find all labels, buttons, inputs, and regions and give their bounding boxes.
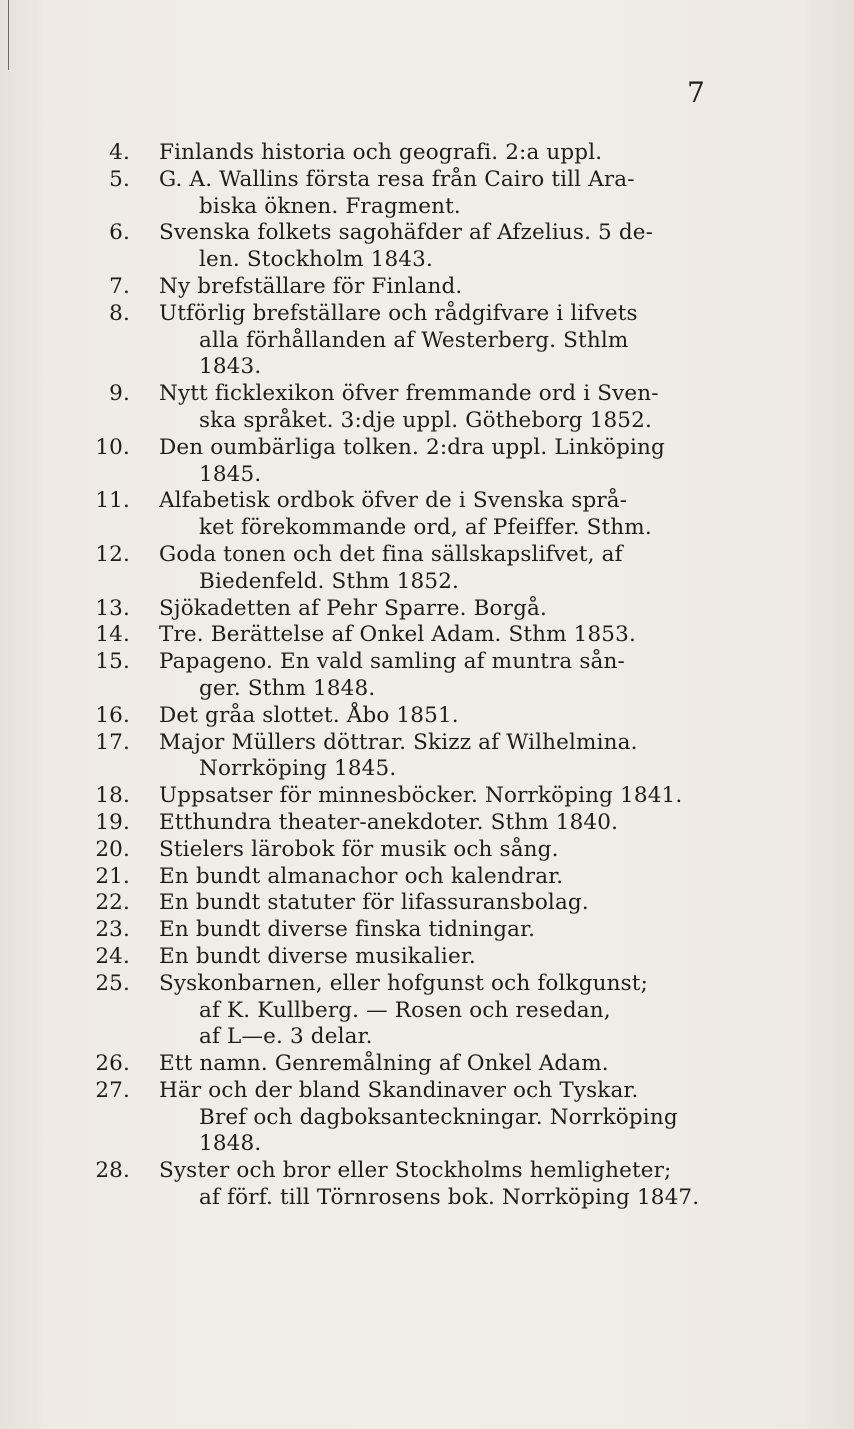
entry-text-continuation: len. Stockholm 1843. — [199, 247, 433, 273]
entry-text: En bundt diverse finska tidningar. — [159, 917, 536, 943]
entry-text-continuation: alla förhållanden af Westerberg. Sthlm — [199, 327, 629, 353]
catalog-entry — [0, 703, 854, 730]
entry-number: 27. — [95, 1077, 130, 1103]
entry-text-continuation: ger. Sthm 1848. — [199, 675, 376, 701]
entry-text: Finlands historia och geografi. 2:a uppl. — [159, 140, 603, 165]
entry-number: 6. — [109, 220, 130, 246]
catalog-entry — [0, 837, 854, 864]
catalog-entry — [0, 435, 854, 489]
catalog-entry — [0, 917, 854, 944]
entry-number: 22. — [95, 890, 130, 916]
catalog-entry — [0, 730, 854, 784]
catalog-entry-list — [0, 140, 854, 1212]
entry-text: En bundt statuter för lifassuransbolag. — [159, 890, 589, 916]
entry-text: Här och der bland Skandinaver och Tyskar. — [159, 1077, 639, 1103]
entry-number: 16. — [95, 702, 130, 728]
entry-text: G. A. Wallins första resa från Cairo till Ara- — [159, 166, 635, 192]
entry-text: Utförlig brefställare och rådgifvare i lifvets — [159, 300, 638, 326]
entry-text: Uppsatser för minnesböcker. Norrköping 1841. — [159, 783, 683, 809]
catalog-entry — [0, 864, 854, 891]
entry-text: En bundt diverse musikalier. — [159, 943, 476, 969]
catalog-entry — [0, 542, 854, 596]
entry-text-continuation: af L—e. 3 delar. — [199, 1024, 373, 1050]
entry-text: Nytt ficklexikon öfver fremmande ord i Sven- — [159, 381, 659, 407]
catalog-entry — [0, 1158, 854, 1212]
entry-text-continuation: Bref och dagboksanteckningar. Norrköping — [199, 1104, 678, 1130]
entry-number: 24. — [95, 943, 130, 969]
entry-text: Alfabetisk ordbok öfver de i Svenska språ- — [159, 488, 628, 514]
catalog-entry — [0, 1078, 854, 1158]
catalog-entry — [0, 596, 854, 623]
catalog-entry — [0, 1051, 854, 1078]
catalog-entry — [0, 622, 854, 649]
entry-text-continuation: 1848. — [199, 1131, 262, 1157]
entry-text: Ett namn. Genremålning af Onkel Adam. — [159, 1051, 609, 1077]
catalog-entry — [0, 810, 854, 837]
entry-text-continuation: 1843. — [199, 354, 262, 380]
catalog-entry — [0, 649, 854, 703]
entry-text-continuation: Biedenfeld. Sthm 1852. — [199, 568, 460, 594]
entry-text-continuation: af förf. till Törnrosens bok. Norrköping 1847. — [199, 1185, 700, 1211]
entry-number: 17. — [95, 729, 130, 755]
catalog-entry — [0, 890, 854, 917]
entry-number: 26. — [95, 1051, 130, 1077]
entry-number: 14. — [95, 622, 130, 648]
entry-number: 25. — [95, 970, 130, 996]
entry-text-continuation: ket förekommande ord, af Pfeiffer. Sthm. — [199, 515, 652, 541]
scan-edge-line — [8, 0, 9, 70]
catalog-entry — [0, 381, 854, 435]
entry-number: 10. — [95, 434, 130, 460]
entry-number: 12. — [95, 541, 130, 567]
page-number: 7 — [687, 76, 705, 109]
catalog-entry — [0, 167, 854, 221]
entry-number: 20. — [95, 836, 130, 862]
entry-number: 8. — [109, 300, 130, 326]
entry-text: Sjökadetten af Pehr Sparre. Borgå. — [159, 595, 547, 621]
entry-number: 19. — [95, 809, 130, 835]
entry-text: En bundt almanachor och kalendrar. — [159, 863, 564, 889]
entry-number: 7. — [109, 273, 130, 299]
entry-number: 21. — [95, 863, 130, 889]
entry-text: Ny brefställare för Finland. — [159, 273, 463, 299]
entry-text-continuation: af K. Kullberg. — Rosen och resedan, — [199, 997, 611, 1023]
entry-number: 11. — [95, 488, 130, 514]
entry-text-continuation: biska öknen. Fragment. — [199, 193, 461, 219]
catalog-entry — [0, 488, 854, 542]
catalog-entry — [0, 301, 854, 381]
catalog-entry — [0, 140, 854, 167]
entry-text: Svenska folkets sagohäfder af Afzelius. 5 de- — [159, 220, 654, 246]
entry-text: Syskonbarnen, eller hofgunst och folkgunst; — [159, 970, 648, 996]
catalog-entry — [0, 971, 854, 1051]
entry-number: 5. — [109, 166, 130, 192]
entry-text: Major Müllers döttrar. Skizz af Wilhelmina. — [159, 729, 638, 755]
entry-text: Den oumbärliga tolken. 2:dra uppl. Linköping — [159, 434, 665, 460]
entry-number: 13. — [95, 595, 130, 621]
entry-text: Syster och bror eller Stockholms hemligheter; — [159, 1158, 672, 1184]
entry-text: Goda tonen och det fina sällskapslifvet, af — [159, 541, 623, 567]
entry-text-continuation: 1845. — [199, 461, 262, 487]
entry-text: Stielers lärobok för musik och sång. — [159, 836, 559, 862]
entry-number: 9. — [109, 381, 130, 407]
entry-text: Tre. Berättelse af Onkel Adam. Sthm 1853. — [159, 622, 636, 648]
entry-text-continuation: ska språket. 3:dje uppl. Götheborg 1852. — [199, 407, 652, 433]
entry-text: Etthundra theater-anekdoter. Sthm 1840. — [159, 809, 619, 835]
catalog-entry — [0, 944, 854, 971]
entry-number: 28. — [95, 1158, 130, 1184]
entry-text-continuation: Norrköping 1845. — [199, 756, 397, 782]
catalog-entry — [0, 220, 854, 274]
entry-number: 4. — [109, 140, 130, 165]
entry-number: 15. — [95, 649, 130, 675]
entry-number: 18. — [95, 783, 130, 809]
entry-number: 23. — [95, 917, 130, 943]
entry-text: Papageno. En vald samling af muntra sån- — [159, 649, 625, 675]
catalog-entry — [0, 783, 854, 810]
catalog-entry — [0, 274, 854, 301]
entry-text: Det gråa slottet. Åbo 1851. — [159, 702, 459, 728]
